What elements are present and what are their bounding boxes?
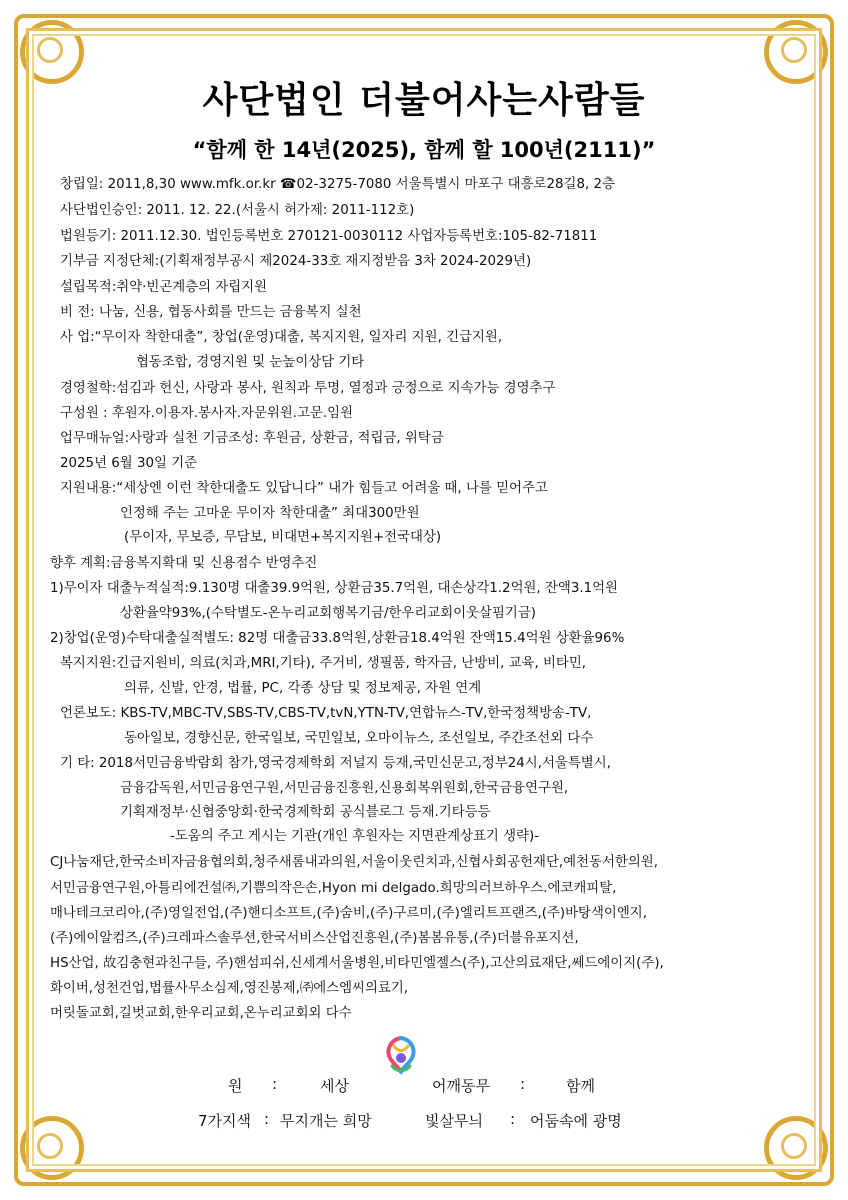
info-line-support-terms: (무이자, 무보증, 무담보, 비대면+복지지원+전국대상) [124, 530, 442, 545]
footer-rainbow-hope: 무지개는 희망 [280, 1112, 372, 1130]
info-line-press: 언론보도: KBS-TV,MBC-TV,SBS-TV,CBS-TV,tvN,YTN-TV,연합뉴스-TV,한국정책방송-TV, [60, 706, 592, 721]
info-line-business-cont: 협동조합, 경영지원 및 눈높이상담 기타 [136, 355, 365, 370]
sponsor-line: 머릿돌교회,길벗교회,한우리교회,온누리교회외 다수 [50, 1006, 352, 1021]
info-line-loan-stats: 1)무이자 대출누적실적:9.130명 대출39.9억원, 상환금35.7억원, 대손상각1.2억원, 잔액3.1억원 [50, 581, 618, 596]
sponsor-line: CJ나눔재단,한국소비자금융협의회,청주새롬내과의원,서울이웃린치과,신협사회공헌재단,예천동서한의원, [50, 855, 658, 870]
info-line-founding: 창립일: 2011,8,30 www.mfk.or.kr ☎02-3275-7080 서울특별시 마포구 대흥로28길8, 2층 [60, 177, 615, 192]
footer-shoulder-label: 어깨동무 [432, 1077, 490, 1095]
footer-colon: : [520, 1075, 526, 1093]
rainbow-hands-logo-icon [378, 1032, 424, 1078]
sponsors-heading: -도움의 주고 게시는 기관(개인 후원자는 지면관계상표기 생략)- [170, 829, 540, 844]
info-line-manual: 업무매뉴얼:사랑과 실천 기금조성: 후원금, 상환금, 적립금, 위탁금 [60, 431, 444, 446]
info-line-philosophy: 경영철학:섬김과 헌신, 사랑과 봉사, 원칙과 투명, 열정과 긍정으로 지속가능 경영추구 [60, 381, 556, 396]
inner-frame [26, 28, 822, 1172]
footer-together: 함께 [566, 1077, 595, 1095]
footer-seven-colors-label: 7가지색 [198, 1112, 252, 1130]
info-line-members: 구성원 : 후원자.이용자.봉사자.자문위원.고문.임원 [60, 406, 354, 421]
footer-world: 세상 [320, 1077, 349, 1095]
info-line-donation: 기부금 지정단체:(기획재정부공시 제2024-33호 재지정받음 3차 2024-2029년) [60, 254, 532, 269]
info-line-welfare: 복지지원:긴급지원비, 의료(치과,MRI,기타), 주거비, 생필품, 학자금, 난방비, 교육, 비타민, [60, 656, 587, 671]
page-title: 사단법인 더불어사는사람들 [202, 80, 646, 121]
sponsor-line: 매나테크코리아,(주)영일전업,(주)핸디소프트,(주)숨비,(주)구르미,(주)엘리트프랜즈,(주)바탕색이엔지, [50, 906, 647, 921]
info-line-business: 사 업:“무이자 착한대출”, 창업(운영)대출, 복지지원, 일자리 지원, 긴급지원, [60, 330, 503, 345]
info-line-press-cont: 동아일보, 경향신문, 한국일보, 국민일보, 오마이뉴스, 조선일보, 주간조선외 다수 [124, 731, 594, 746]
info-line-etc: 기 타: 2018서민금융박람회 참가,영국경제학회 저널지 등재,국민신문고,정부24시,서울특별시, [60, 756, 611, 771]
info-line-purpose: 설립목적:취약·빈곤계층의 자립지원 [60, 280, 268, 295]
info-line-etc-cont: 금융감독원,서민금융연구원,서민금융진흥원,신용회복위원회,한국금융연구원, [120, 781, 569, 796]
info-line-etc-cont2: 기획재정부·신협중앙회·한국경제학회 공식블로그 등재.기타등등 [120, 805, 491, 820]
info-line-vision: 비 전: 나눔, 신용, 협동사회를 만드는 금융복지 실천 [60, 305, 362, 320]
sponsor-line: 서민금융연구원,아틀리에건설㈜,기쁨의작은손,Hyon mi delgado.희망의러브하우스.에코캐피탈, [50, 881, 617, 896]
footer-colon: : [264, 1110, 270, 1128]
sponsor-line: 화이버,성천건업,법률사무소심제,영진봉제,㈜에스엠씨의료기, [50, 981, 409, 996]
page-subtitle: “함께 한 14년(2025), 함께 할 100년(2111)” [192, 138, 656, 162]
info-line-support-cont: 인정해 주는 고마운 무이자 착한대출” 최대300만원 [120, 506, 420, 521]
info-line-startup-stats: 2)창업(운영)수탁대출실적별도: 82명 대출금33.8억원,상환금18.4억원 잔액15.4억원 상환율96% [50, 631, 625, 646]
info-line-approval: 사단법인승인: 2011. 12. 22.(서울시 허가제: 2011-112호) [60, 203, 415, 218]
info-line-plan: 향후 계획:금융복지확대 및 신용점수 반영추진 [50, 556, 318, 571]
sponsor-line: HS산업, 故김충현과친구들, 주)핸섬피쉬,신세계서울병원,비타민엘젤스(주),고산의료재단,쎄드에이지(주), [50, 956, 664, 971]
footer-colon: : [510, 1110, 516, 1128]
info-line-registration: 법원등기: 2011.12.30. 법인등록번호 270121-0030112 사업자등록번호:105-82-71811 [60, 229, 598, 244]
footer-circle-label: 원 [228, 1077, 243, 1095]
info-line-date: 2025년 6월 30일 기준 [60, 456, 198, 471]
footer-pattern-label: 빛살무늬 [425, 1112, 483, 1130]
footer-colon: : [272, 1075, 278, 1093]
info-line-welfare-cont: 의류, 신발, 안경, 법률, PC, 각종 상담 및 정보제공, 자원 연계 [124, 681, 482, 696]
footer-light-in-dark: 어둠속에 광명 [530, 1112, 622, 1130]
info-line-loan-rate: 상환율약93%,(수탁별도-온누리교회행복기금/한우리교회이웃살핌기금) [120, 606, 536, 621]
sponsor-line: (주)에이알컴즈,(주)크레파스솔루션,한국서비스산업진흥원,(주)봄봄유통,(주)더블유포지션, [50, 931, 579, 946]
info-line-support: 지원내용:“세상엔 이런 착한대출도 있답니다” 내가 힘들고 어려울 때, 나를 믿어주고 [60, 481, 548, 496]
